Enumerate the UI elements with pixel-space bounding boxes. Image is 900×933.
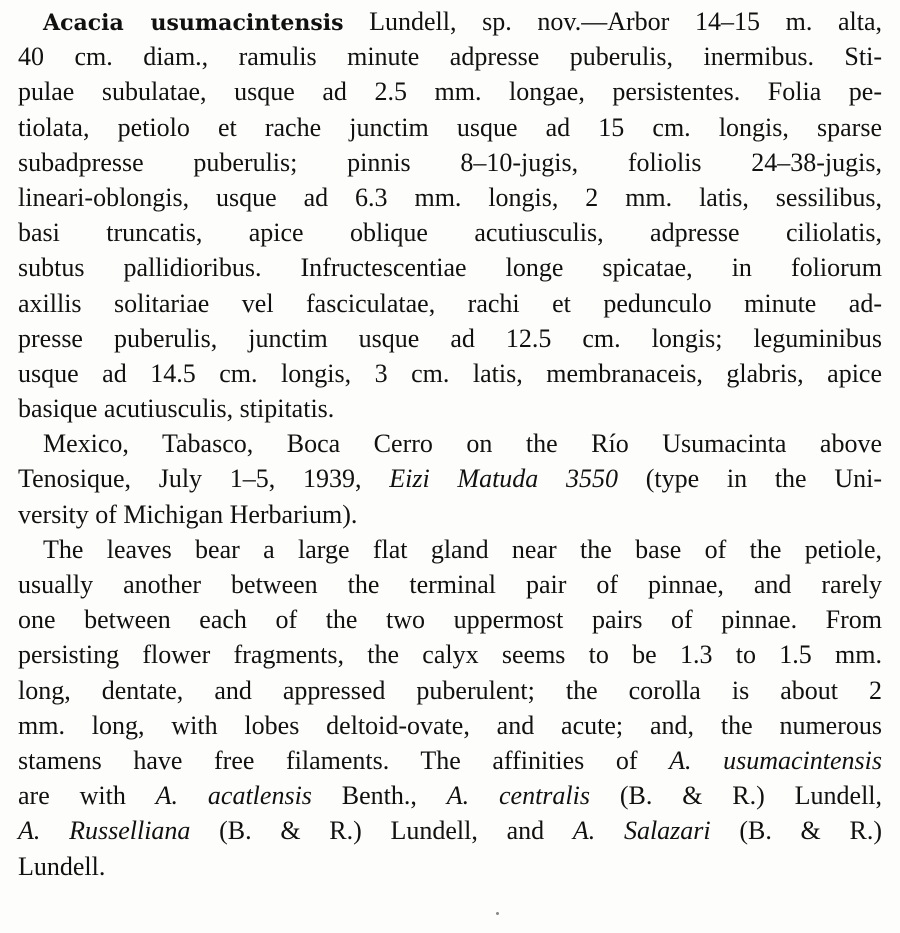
collector: Eizi Matuda 3550	[389, 464, 619, 494]
text-line	[18, 461, 882, 496]
text-line: versity of Michigan Herbarium).	[18, 499, 358, 529]
genus-abbr: A.	[18, 816, 70, 846]
text-span: Lundell, sp. nov.—Arbor 14–15 m. alta,	[343, 7, 882, 36]
text-line	[18, 778, 882, 813]
text-line: Mexico, Tabasco, Boca Cerro on the Río Usumacinta above	[43, 429, 882, 459]
text-span: Benth.,	[311, 781, 447, 811]
text-span: (type in the Uni-	[618, 464, 882, 494]
text-line	[18, 4, 882, 39]
text-line: subadpresse puberulis; pinnis 8–10-jugis, foliolis 24–38-jugis,	[18, 147, 882, 177]
species-epithet: Russelliana	[69, 816, 191, 846]
text-span: (B. & R.) Lundell, and	[190, 816, 573, 846]
text-line: one between each of the two uppermost pairs of pinnae. From	[18, 605, 882, 635]
genus-abbr: A.	[155, 781, 208, 811]
text-span: Tenosique, July 1–5, 1939,	[18, 464, 390, 494]
text-line: usque ad 14.5 cm. longis, 3 cm. latis, membranaceis, glabris, apice	[18, 358, 882, 388]
text-span: are with	[18, 781, 156, 811]
text-span: stamens have free filaments. The affinities of	[18, 745, 670, 775]
text-line	[18, 813, 882, 848]
document-page	[18, 4, 882, 884]
text-line: persisting flower fragments, the calyx seems to be 1.3 to 1.5 mm.	[18, 640, 882, 670]
text-line: axillis solitariae vel fasciculatae, rachi et pedunculo minute ad-	[18, 288, 882, 318]
text-line: pulae subulatae, usque ad 2.5 mm. longae, persistentes. Folia pe-	[18, 77, 882, 107]
species-epithet: centralis	[499, 781, 590, 811]
species-epithet: Salazari	[623, 816, 711, 846]
text-line	[18, 743, 882, 778]
text-line: 40 cm. diam., ramulis minute adpresse puberulis, inermibus. Sti-	[18, 42, 882, 72]
speck-mark	[496, 912, 499, 915]
text-line: subtus pallidioribus. Infructescentiae longe spicatae, in foliorum	[18, 253, 882, 283]
text-line: long, dentate, and appressed puberulent; the corolla is about 2	[18, 675, 882, 705]
species-name: Acacia usumacintensis	[43, 10, 344, 36]
genus-abbr: A.	[446, 781, 499, 811]
text-line: tiolata, petiolo et rache junctim usque ad 15 cm. longis, sparse	[18, 112, 882, 142]
species-epithet: acatlensis	[207, 781, 312, 811]
text-span: (B. & R.)	[710, 816, 882, 846]
genus-abbr: A.	[572, 816, 624, 846]
text-line: Lundell.	[18, 851, 106, 881]
text-line: basi truncatis, apice oblique acutiusculis, adpresse ciliolatis,	[18, 218, 882, 248]
genus-abbr: A.	[669, 745, 724, 775]
text-line: presse puberulis, junctim usque ad 12.5 cm. longis; leguminibus	[18, 323, 882, 353]
text-line: lineari-oblongis, usque ad 6.3 mm. longis, 2 mm. latis, sessilibus,	[18, 182, 882, 212]
text-span: (B. & R.) Lundell,	[590, 781, 883, 811]
text-line: usually another between the terminal pair of pinnae, and rarely	[18, 570, 882, 599]
text-line: mm. long, with lobes deltoid-ovate, and acute; and, the numerous	[18, 710, 882, 740]
text-line: The leaves bear a large flat gland near the base of the petiole,	[43, 534, 882, 564]
text-line: basique acutiusculis, stipitatis.	[18, 394, 335, 424]
species-epithet: usumacintensis	[723, 745, 882, 775]
